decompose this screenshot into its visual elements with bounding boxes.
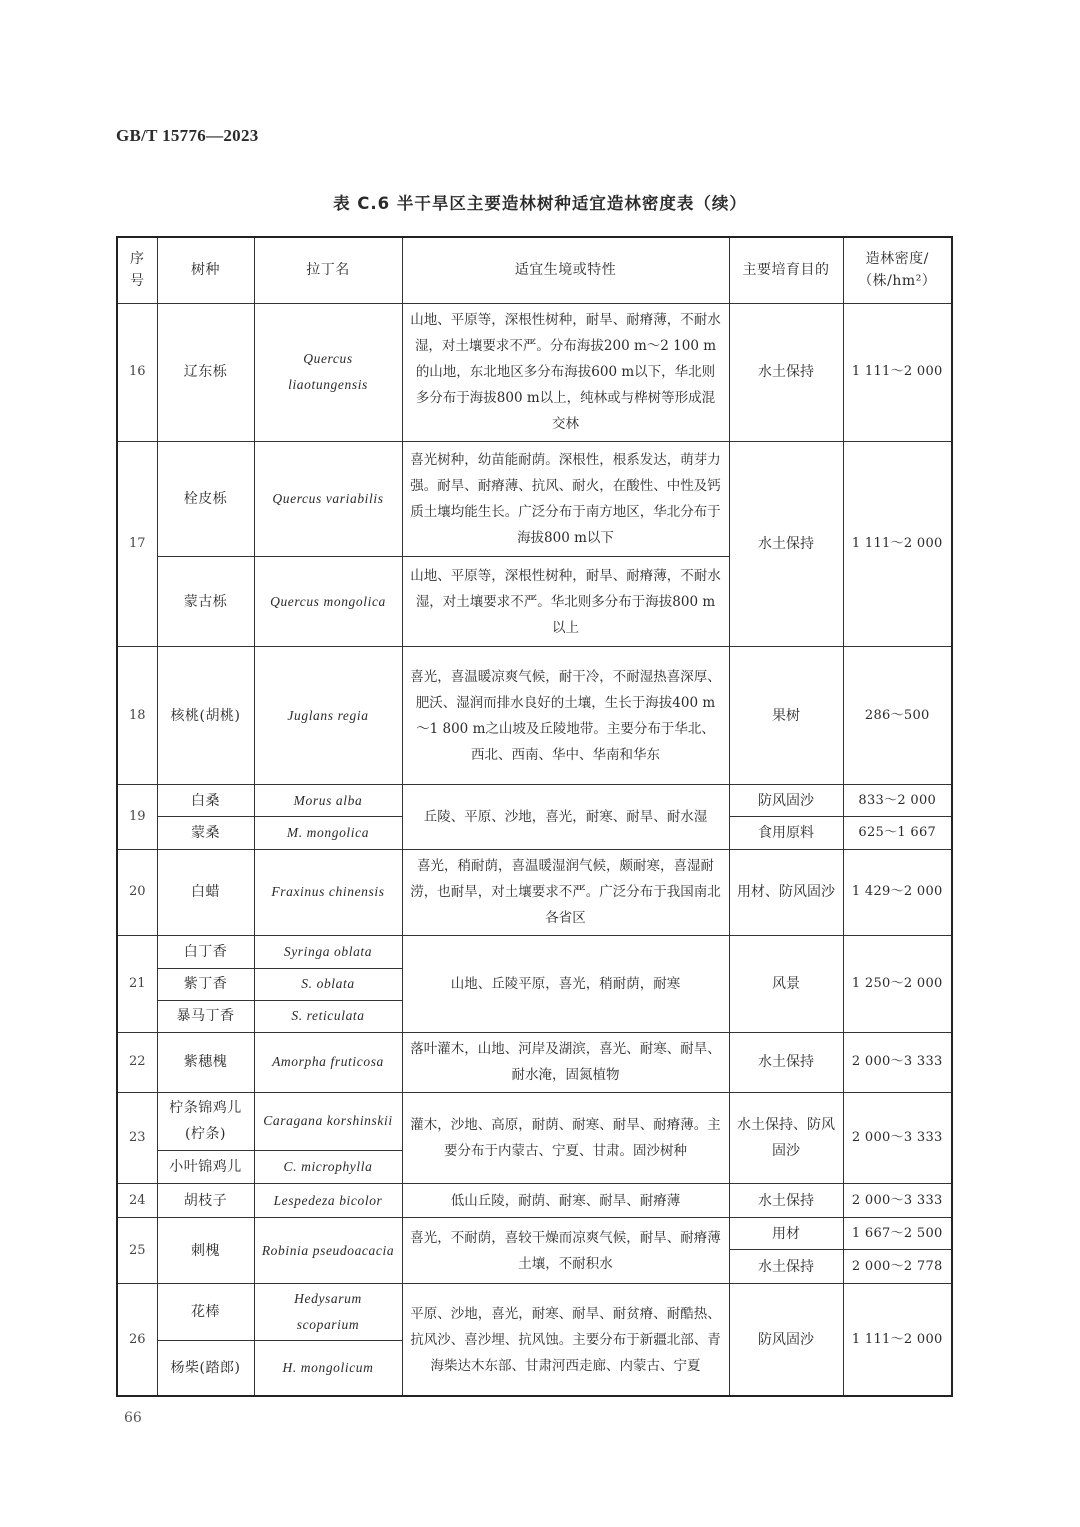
habitat-text: 山地、平原等，深根性树种，耐旱、耐瘠薄，不耐水湿，对土壤要求不严。华北则多分布于海拔800 m以上	[402, 557, 729, 647]
density-value: 1 667～2 500	[843, 1218, 952, 1250]
species-name: 胡枝子	[157, 1184, 254, 1218]
table-title: 表 C.6 半干旱区主要造林树种适宜造林密度表（续）	[333, 194, 747, 213]
table-row	[117, 1284, 952, 1341]
latin-name: Lespedeza bicolor	[254, 1184, 402, 1218]
purpose-text: 食用原料	[729, 817, 843, 849]
latin-name: Hedysarum scoparium	[254, 1284, 402, 1341]
density-value: 2 000～3 333	[843, 1032, 952, 1092]
species-name: 刺槐	[157, 1218, 254, 1284]
habitat-text: 喜光，喜温暖凉爽气候，耐干冷，不耐湿热喜深厚、肥沃、湿润而排水良好的土壤，生长于海拔400 m～1 800 m之山坡及丘陵地带。主要分布于华北、西北、西南、华中、华南和华东	[402, 647, 729, 785]
latin-name: Quercus liaotungensis	[254, 303, 402, 441]
purpose-text: 水土保持	[729, 1184, 843, 1218]
latin-name: Caragana korshinskii	[254, 1092, 402, 1150]
density-value: 1 111～2 000	[843, 1284, 952, 1396]
row-number: 18	[117, 647, 157, 785]
page-number: 66	[124, 1410, 142, 1426]
purpose-text: 水土保持	[729, 1250, 843, 1284]
species-name: 核桃(胡桃)	[157, 647, 254, 785]
row-number: 20	[117, 849, 157, 935]
habitat-text: 山地、平原等，深根性树种，耐旱、耐瘠薄，不耐水湿，对土壤要求不严。分布海拔200 m～2 100 m的山地，东北地区多分布海拔600 m以下，华北则多分布于海拔800 m以上，纯林或与桦树等形成混交林	[402, 303, 729, 441]
table-row	[117, 647, 952, 785]
latin-name: Fraxinus chinensis	[254, 849, 402, 935]
table-row	[117, 785, 952, 817]
species-name: 杨柴(踏郎)	[157, 1341, 254, 1396]
table-row	[117, 849, 952, 935]
species-name: 花棒	[157, 1284, 254, 1341]
density-value: 1 111～2 000	[843, 441, 952, 646]
habitat-text: 丘陵、平原、沙地，喜光，耐寒、耐旱、耐水湿	[402, 785, 729, 849]
col-header-density-line2: （株/hm²）	[858, 273, 937, 290]
table-row	[117, 1218, 952, 1250]
standard-code: GB/T 15776—2023	[116, 126, 259, 145]
table-row	[117, 1184, 952, 1218]
species-name: 栓皮栎	[157, 441, 254, 556]
purpose-text: 水土保持	[729, 1032, 843, 1092]
row-number: 23	[117, 1092, 157, 1183]
habitat-text: 喜光，不耐荫，喜较干燥而凉爽气候，耐旱、耐瘠薄土壤，不耐积水	[402, 1218, 729, 1284]
latin-name: M. mongolica	[254, 817, 402, 849]
habitat-text: 灌木，沙地、高原，耐荫、耐寒、耐旱、耐瘠薄。主要分布于内蒙古、宁夏、甘肃。固沙树种	[402, 1092, 729, 1183]
row-number: 26	[117, 1284, 157, 1396]
species-name: 紫丁香	[157, 968, 254, 1000]
density-value: 1 250～2 000	[843, 935, 952, 1032]
col-header-species: 树种	[157, 237, 254, 303]
row-number: 22	[117, 1032, 157, 1092]
purpose-text: 水土保持	[729, 441, 843, 646]
density-value: 2 000～2 778	[843, 1250, 952, 1284]
row-number: 16	[117, 303, 157, 441]
latin-name: Syringa oblata	[254, 935, 402, 968]
row-number: 24	[117, 1184, 157, 1218]
density-value: 286～500	[843, 647, 952, 785]
habitat-text: 喜光，稍耐荫，喜温暖湿润气候，颇耐寒，喜湿耐涝，也耐旱，对土壤要求不严。广泛分布于我国南北各省区	[402, 849, 729, 935]
col-header-habitat: 适宜生境或特性	[402, 237, 729, 303]
density-value: 2 000～3 333	[843, 1092, 952, 1183]
latin-name: Quercus mongolica	[254, 557, 402, 647]
col-header-number: 序号	[117, 237, 157, 303]
latin-name: Quercus variabilis	[254, 441, 402, 556]
purpose-text: 防风固沙	[729, 785, 843, 817]
col-header-density	[843, 237, 952, 303]
row-number: 17	[117, 441, 157, 646]
table-row	[117, 935, 952, 968]
purpose-text: 水土保持、防风固沙	[729, 1092, 843, 1183]
latin-name: Juglans regia	[254, 647, 402, 785]
density-value: 833～2 000	[843, 785, 952, 817]
density-value: 1 111～2 000	[843, 303, 952, 441]
species-name: 暴马丁香	[157, 1000, 254, 1032]
species-name: 紫穗槐	[157, 1032, 254, 1092]
row-number: 21	[117, 935, 157, 1032]
latin-name: S. reticulata	[254, 1000, 402, 1032]
species-name: 柠条锦鸡儿(柠条)	[157, 1092, 254, 1150]
table-row	[117, 1092, 952, 1150]
latin-name: S. oblata	[254, 968, 402, 1000]
purpose-text: 用材、防风固沙	[729, 849, 843, 935]
col-header-density-line1: 造林密度/	[865, 251, 929, 268]
latin-name: C. microphylla	[254, 1150, 402, 1183]
purpose-text: 水土保持	[729, 303, 843, 441]
species-name: 白蜡	[157, 849, 254, 935]
species-name: 白桑	[157, 785, 254, 817]
purpose-text: 果树	[729, 647, 843, 785]
table-header-row	[117, 237, 952, 303]
col-header-latin: 拉丁名	[254, 237, 402, 303]
row-number: 25	[117, 1218, 157, 1284]
latin-name: Amorpha fruticosa	[254, 1032, 402, 1092]
latin-name: Robinia pseudoacacia	[254, 1218, 402, 1284]
density-value: 2 000～3 333	[843, 1184, 952, 1218]
row-number: 19	[117, 785, 157, 849]
habitat-text: 低山丘陵，耐荫、耐寒、耐旱、耐瘠薄	[402, 1184, 729, 1218]
table-row	[117, 441, 952, 556]
purpose-text: 防风固沙	[729, 1284, 843, 1396]
density-value: 1 429～2 000	[843, 849, 952, 935]
species-name: 蒙古栎	[157, 557, 254, 647]
species-name: 辽东栎	[157, 303, 254, 441]
table-row	[117, 303, 952, 441]
species-name: 蒙桑	[157, 817, 254, 849]
table-row	[117, 1032, 952, 1092]
species-name: 白丁香	[157, 935, 254, 968]
col-header-purpose: 主要培育目的	[729, 237, 843, 303]
purpose-text: 风景	[729, 935, 843, 1032]
density-table	[116, 236, 953, 1397]
habitat-text: 喜光树种，幼苗能耐荫。深根性，根系发达，萌芽力强。耐旱、耐瘠薄、抗风、耐火，在酸性、中性及钙质土壤均能生长。广泛分布于南方地区，华北分布于海拔800 m以下	[402, 441, 729, 556]
latin-name: Morus alba	[254, 785, 402, 817]
density-value: 625～1 667	[843, 817, 952, 849]
species-name: 小叶锦鸡儿	[157, 1150, 254, 1183]
latin-name: H. mongolicum	[254, 1341, 402, 1396]
purpose-text: 用材	[729, 1218, 843, 1250]
habitat-text: 平原、沙地，喜光，耐寒、耐旱、耐贫瘠、耐酷热、抗风沙、喜沙埋、抗风蚀。主要分布于新疆北部、青海柴达木东部、甘肃河西走廊、内蒙古、宁夏	[402, 1284, 729, 1396]
habitat-text: 山地、丘陵平原，喜光，稍耐荫，耐寒	[402, 935, 729, 1032]
habitat-text: 落叶灌木，山地、河岸及湖滨，喜光、耐寒、耐旱、耐水淹，固氮植物	[402, 1032, 729, 1092]
